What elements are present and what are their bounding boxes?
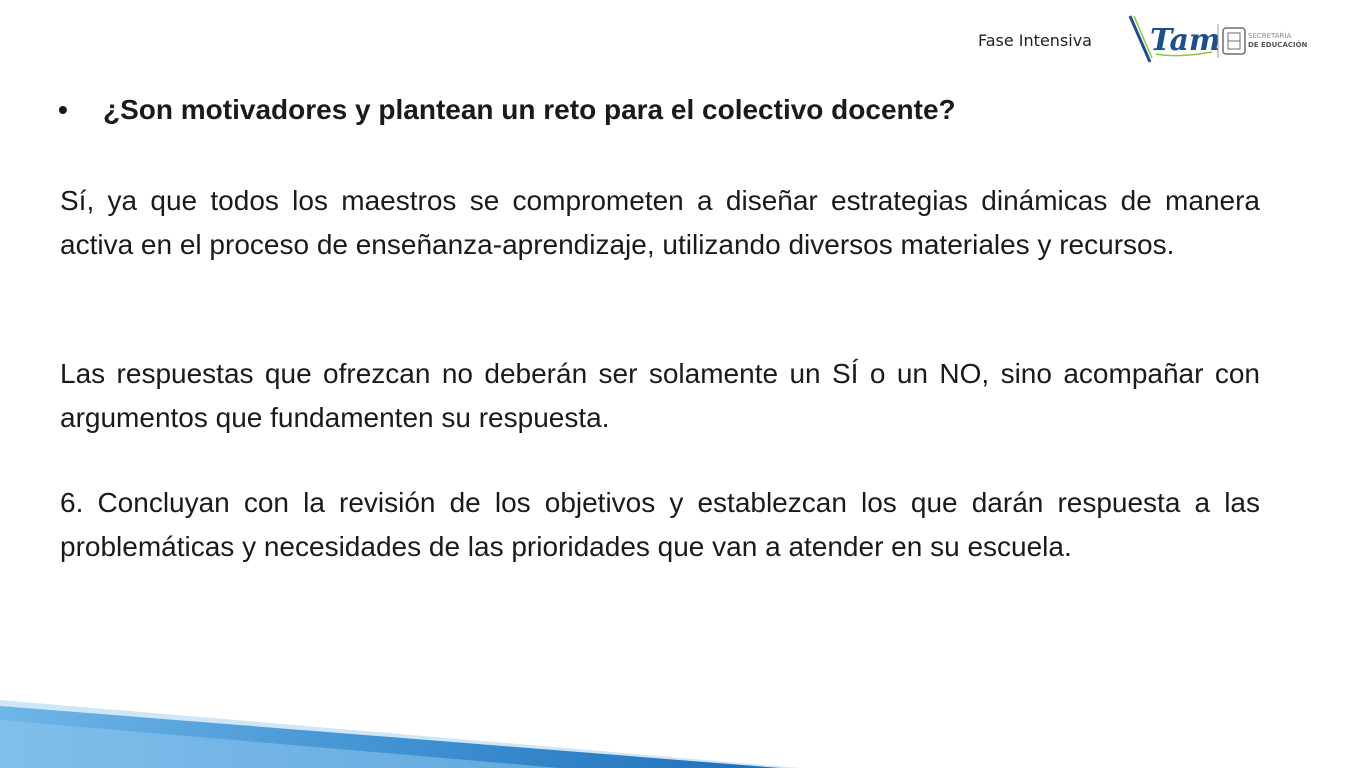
answer-paragraph: Sí, ya que todos los maestros se comprometen a diseñar estrategias dinámicas de manera activa en el proceso de enseñanza-aprendizaje, utilizando diversos materiales y recursos. bbox=[60, 185, 1260, 260]
instructions-paragraph: Las respuestas que ofrezcan no deberán ser solamente un SÍ o un NO, sino acompañar con argumentos que fundamenten su respuesta. bbox=[60, 358, 1260, 433]
question-text: ¿Son motivadores y plantean un reto para el colectivo docente? bbox=[103, 94, 956, 125]
phase-label: Fase Intensiva bbox=[978, 31, 1092, 50]
secretaria-line2: DE EDUCACIÓN bbox=[1248, 41, 1308, 49]
bullet-marker: • bbox=[58, 94, 68, 125]
question-bullet bbox=[58, 94, 1258, 126]
footer-decorative-band bbox=[0, 680, 1365, 768]
tam-logo-text: Tam bbox=[1150, 23, 1221, 58]
tam-logo bbox=[1130, 16, 1221, 62]
seal-icon bbox=[1223, 28, 1245, 54]
header-logos bbox=[1128, 14, 1310, 66]
secretaria-line1: SECRETARÍA bbox=[1248, 32, 1292, 40]
step-6-paragraph: 6. Concluyan con la revisión de los objetivos y establezcan los que darán respuesta a las problemáticas y necesidades de las prioridades que van a atender en su escuela. bbox=[60, 487, 1260, 562]
